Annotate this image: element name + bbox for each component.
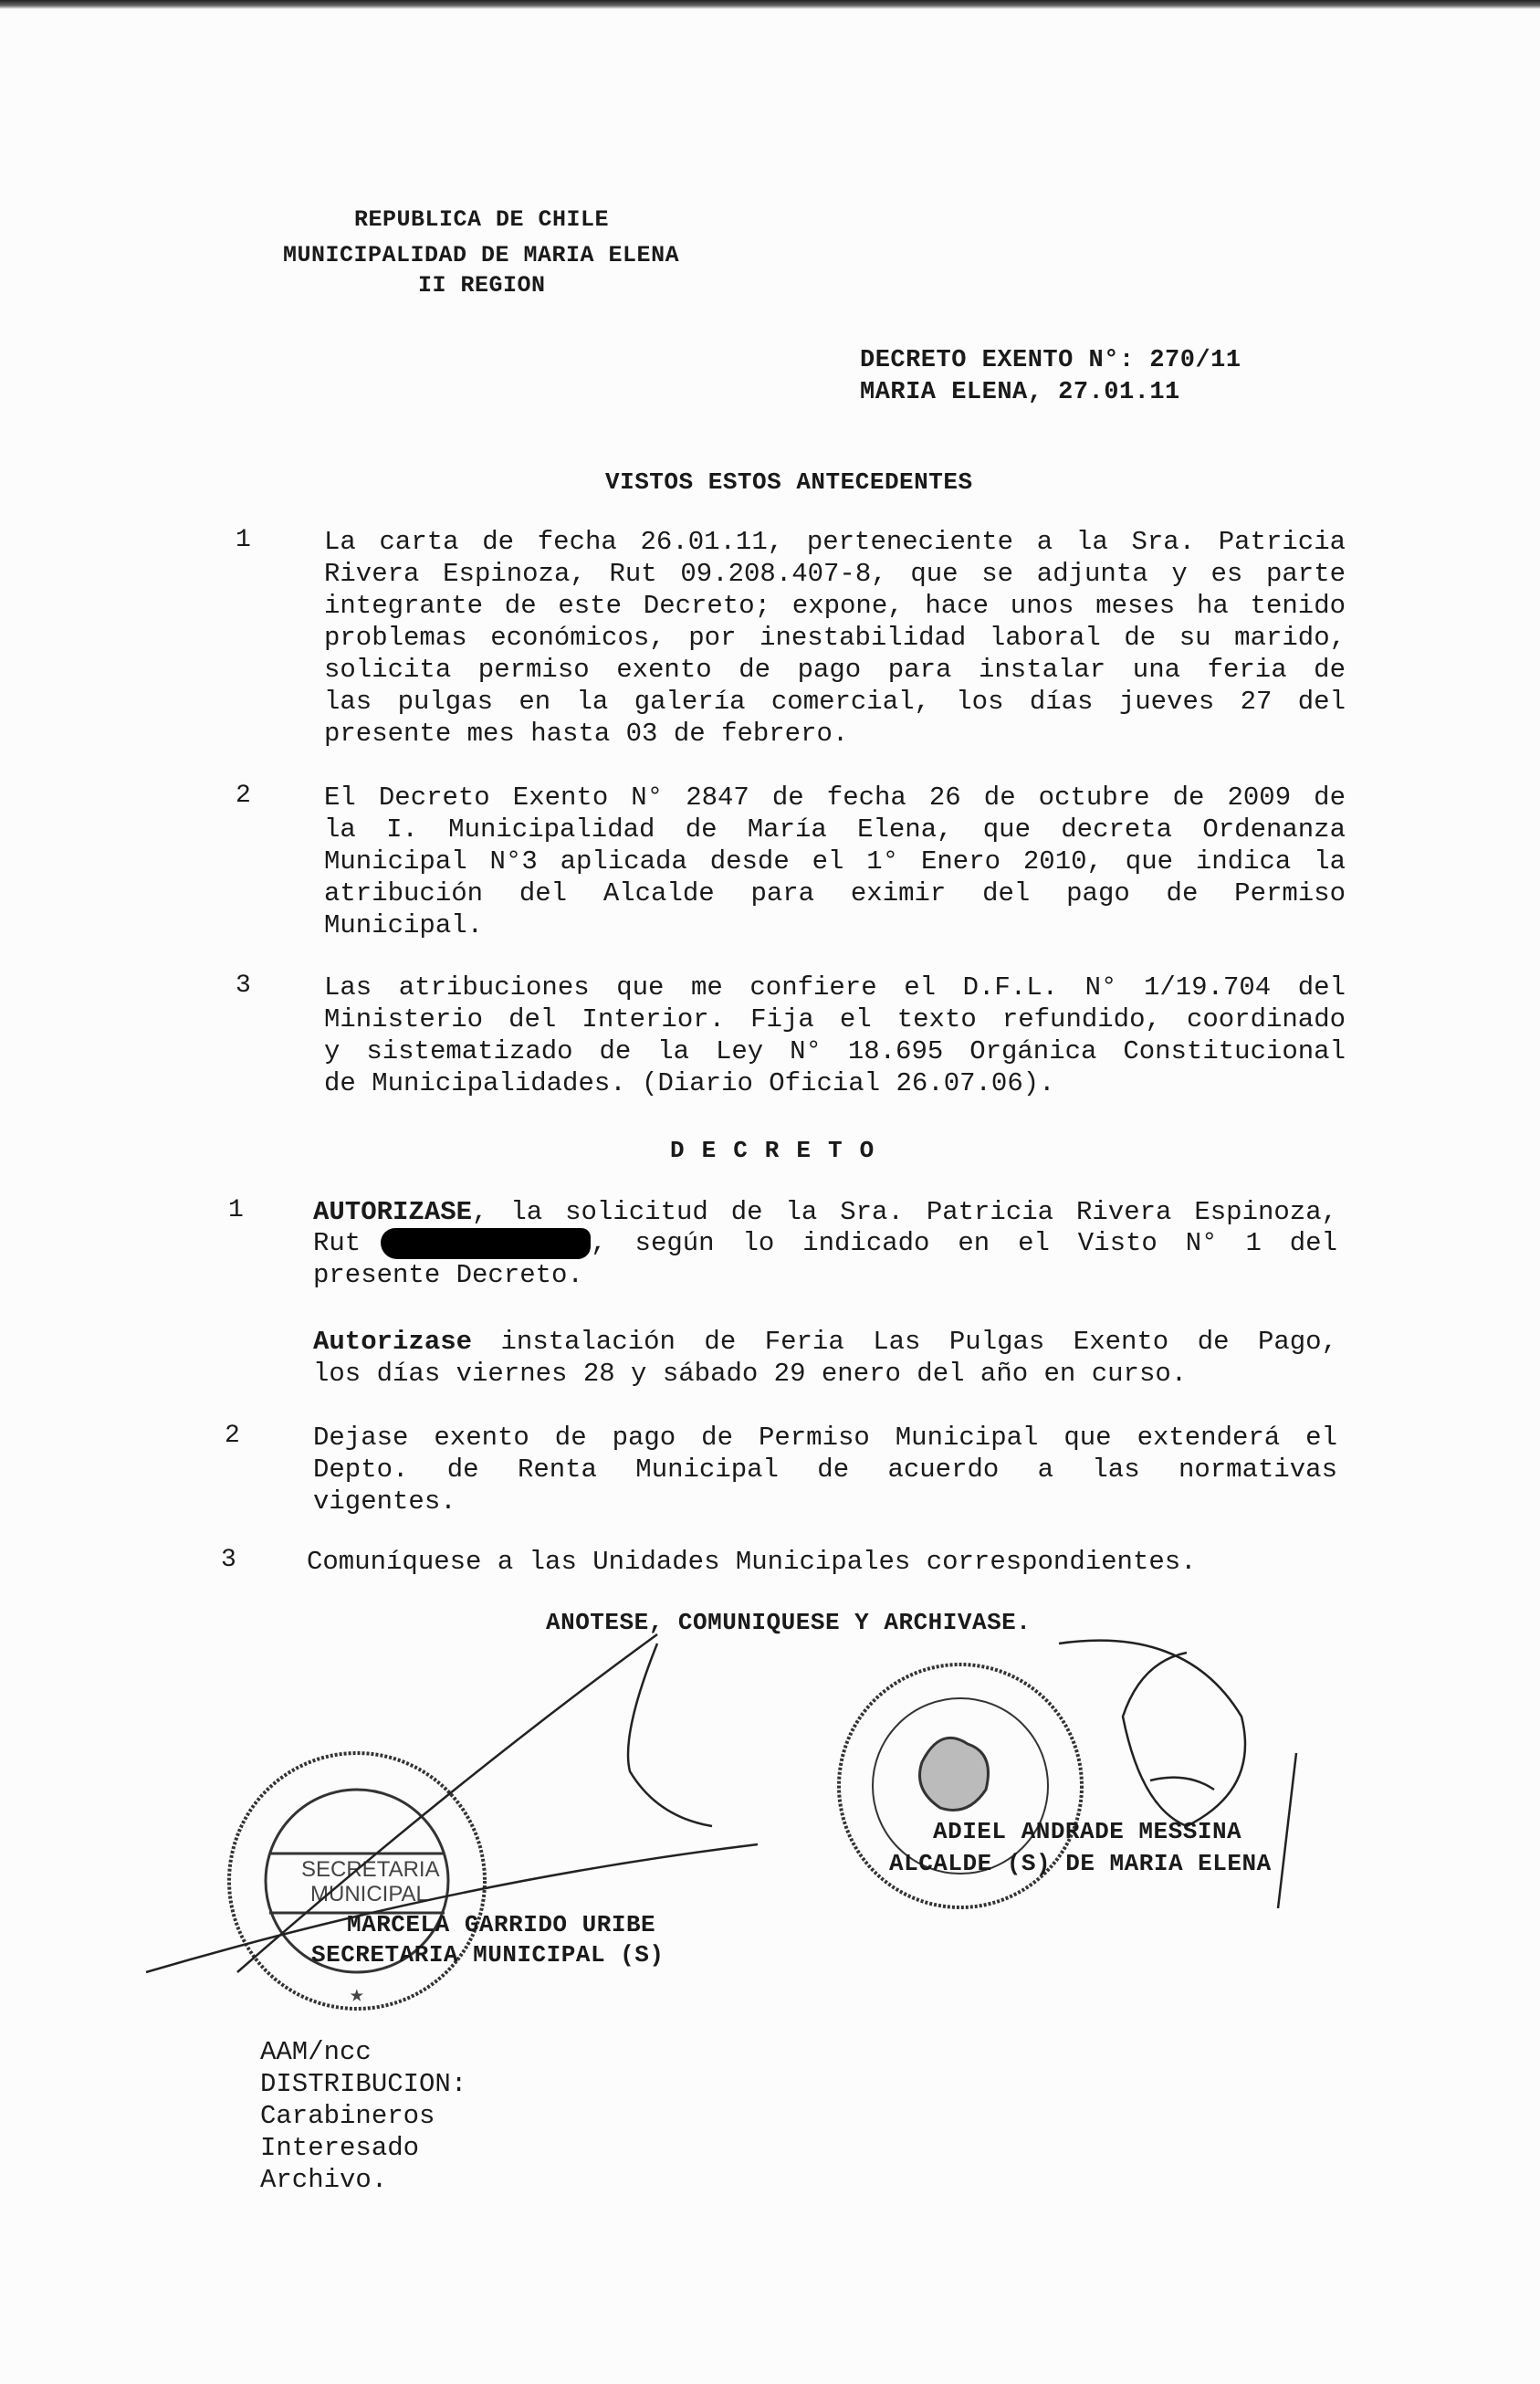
mayor-name: ADIEL ANDRADE MESSINA xyxy=(933,1818,1242,1845)
paragraph-line: las pulgas en la galería comercial, los días jueves 27 del xyxy=(324,687,1346,717)
decreto-item1-sub-line1 xyxy=(313,1326,1337,1358)
header-country: REPUBLICA DE CHILE xyxy=(354,206,610,233)
decree-number: DECRETO EXENTO N°: 270/11 xyxy=(860,347,1241,374)
recipient: Interesado xyxy=(260,2133,420,2163)
paragraph-line: solicita permiso exento de pago para instalar una feria de xyxy=(324,655,1346,685)
paragraph-line: atribución del Alcalde para eximir del pago de Permiso xyxy=(324,878,1346,908)
paragraph-line: la I. Municipalidad de María Elena, que decreta Ordenanza xyxy=(324,814,1346,845)
secretary-name: MARCELA GARRIDO URIBE xyxy=(347,1911,656,1938)
decreto-title: DECRETO xyxy=(670,1137,892,1164)
decreto-item1-line3: presente Decreto. xyxy=(313,1260,583,1290)
visto-number: 1 xyxy=(236,526,251,554)
mayor-title: ALCALDE (S) DE MARIA ELENA xyxy=(889,1850,1272,1877)
recipient: Carabineros xyxy=(260,2101,435,2131)
secretary-stamp xyxy=(229,1753,485,2009)
redacted-rut xyxy=(381,1228,591,1259)
rut-label: Rut xyxy=(313,1228,361,1258)
paragraph-line: problemas económicos, por inestabilidad laboral de su marido, xyxy=(324,623,1346,653)
svg-text:MUNICIPAL: MUNICIPAL xyxy=(310,1882,428,1906)
paragraph-line: y sistematizado de la Ley N° 18.695 Orgánica Constitucional xyxy=(324,1036,1346,1066)
closing-formula: ANOTESE, COMUNIQUESE Y ARCHIVASE. xyxy=(546,1609,1032,1636)
signature-strokes xyxy=(146,1634,1296,1972)
svg-text:SECRETARIA: SECRETARIA xyxy=(301,1857,440,1882)
text: , según lo indicado en el Visto N° 1 del xyxy=(591,1228,1337,1258)
paragraph-line: de Municipalidades. (Diario Oficial 26.07.06). xyxy=(324,1068,1055,1098)
secretary-title: SECRETARIA MUNICIPAL (S) xyxy=(311,1941,665,1969)
header-region: II REGION xyxy=(418,272,546,299)
paragraph-line: Depto. de Renta Municipal de acuerdo a las normativas xyxy=(313,1455,1337,1485)
stamps-and-signatures xyxy=(0,1625,1540,2045)
paragraph-line: presente mes hasta 03 de febrero. xyxy=(324,719,849,749)
scan-edge xyxy=(0,0,1540,9)
autorizase-bold: AUTORIZASE xyxy=(313,1197,473,1227)
paragraph-line: Municipal N°3 aplicada desde el 1° Enero 2010, que indica la xyxy=(324,846,1346,877)
autorizase-bold: Autorizase xyxy=(313,1327,473,1357)
decreto-item-number: 3 xyxy=(221,1546,236,1574)
paragraph-line: El Decreto Exento N° 2847 de fecha 26 de octubre de 2009 de xyxy=(324,782,1346,813)
footer-initials: AAM/ncc xyxy=(260,2037,372,2067)
visto-number: 2 xyxy=(236,782,251,810)
paragraph-line: Las atribuciones que me confiere el D.F.L. N° 1/19.704 del xyxy=(324,972,1346,1003)
paragraph-line: La carta de fecha 26.01.11, perteneciente a la Sra. Patricia xyxy=(324,527,1346,557)
recipient: Archivo. xyxy=(260,2165,388,2195)
decreto-item1-line1 xyxy=(313,1196,1337,1228)
decreto-item-number: 2 xyxy=(225,1422,240,1450)
paragraph-line: integrante de este Decreto; expone, hace unos meses ha tenido xyxy=(324,591,1346,621)
paragraph-line: Municipal. xyxy=(324,910,484,940)
paragraph-line: vigentes. xyxy=(313,1486,456,1517)
paragraph-line: Rivera Espinoza, Rut 09.208.407-8, que se adjunta y es parte xyxy=(324,559,1346,589)
decree-place-date: MARIA ELENA, 27.01.11 xyxy=(860,379,1180,406)
decreto-item1-sub-line2: los días viernes 28 y sábado 29 enero del año en curso. xyxy=(313,1359,1188,1389)
visto-number: 3 xyxy=(236,971,251,1000)
decreto-item1-line2 xyxy=(313,1227,1337,1259)
paragraph-line: Dejase exento de pago de Permiso Municipal que extenderá el xyxy=(313,1423,1337,1453)
paragraph-line: Ministerio del Interior. Fija el texto refundido, coordinado xyxy=(324,1004,1346,1034)
vistos-title: VISTOS ESTOS ANTECEDENTES xyxy=(605,468,973,496)
header-municipality: MUNICIPALIDAD DE MARIA ELENA xyxy=(283,242,680,268)
decreto-item-number: 1 xyxy=(228,1196,244,1224)
decreto-item3-text: Comuníquese a las Unidades Municipales correspondientes. xyxy=(307,1547,1197,1577)
svg-text:★: ★ xyxy=(350,1981,364,2009)
distribution-label: DISTRIBUCION: xyxy=(260,2069,467,2099)
text: , la solicitud de la Sra. Patricia Rivera Espinoza, xyxy=(472,1197,1337,1227)
text: instalación de Feria Las Pulgas Exento de Pago, xyxy=(472,1327,1337,1357)
